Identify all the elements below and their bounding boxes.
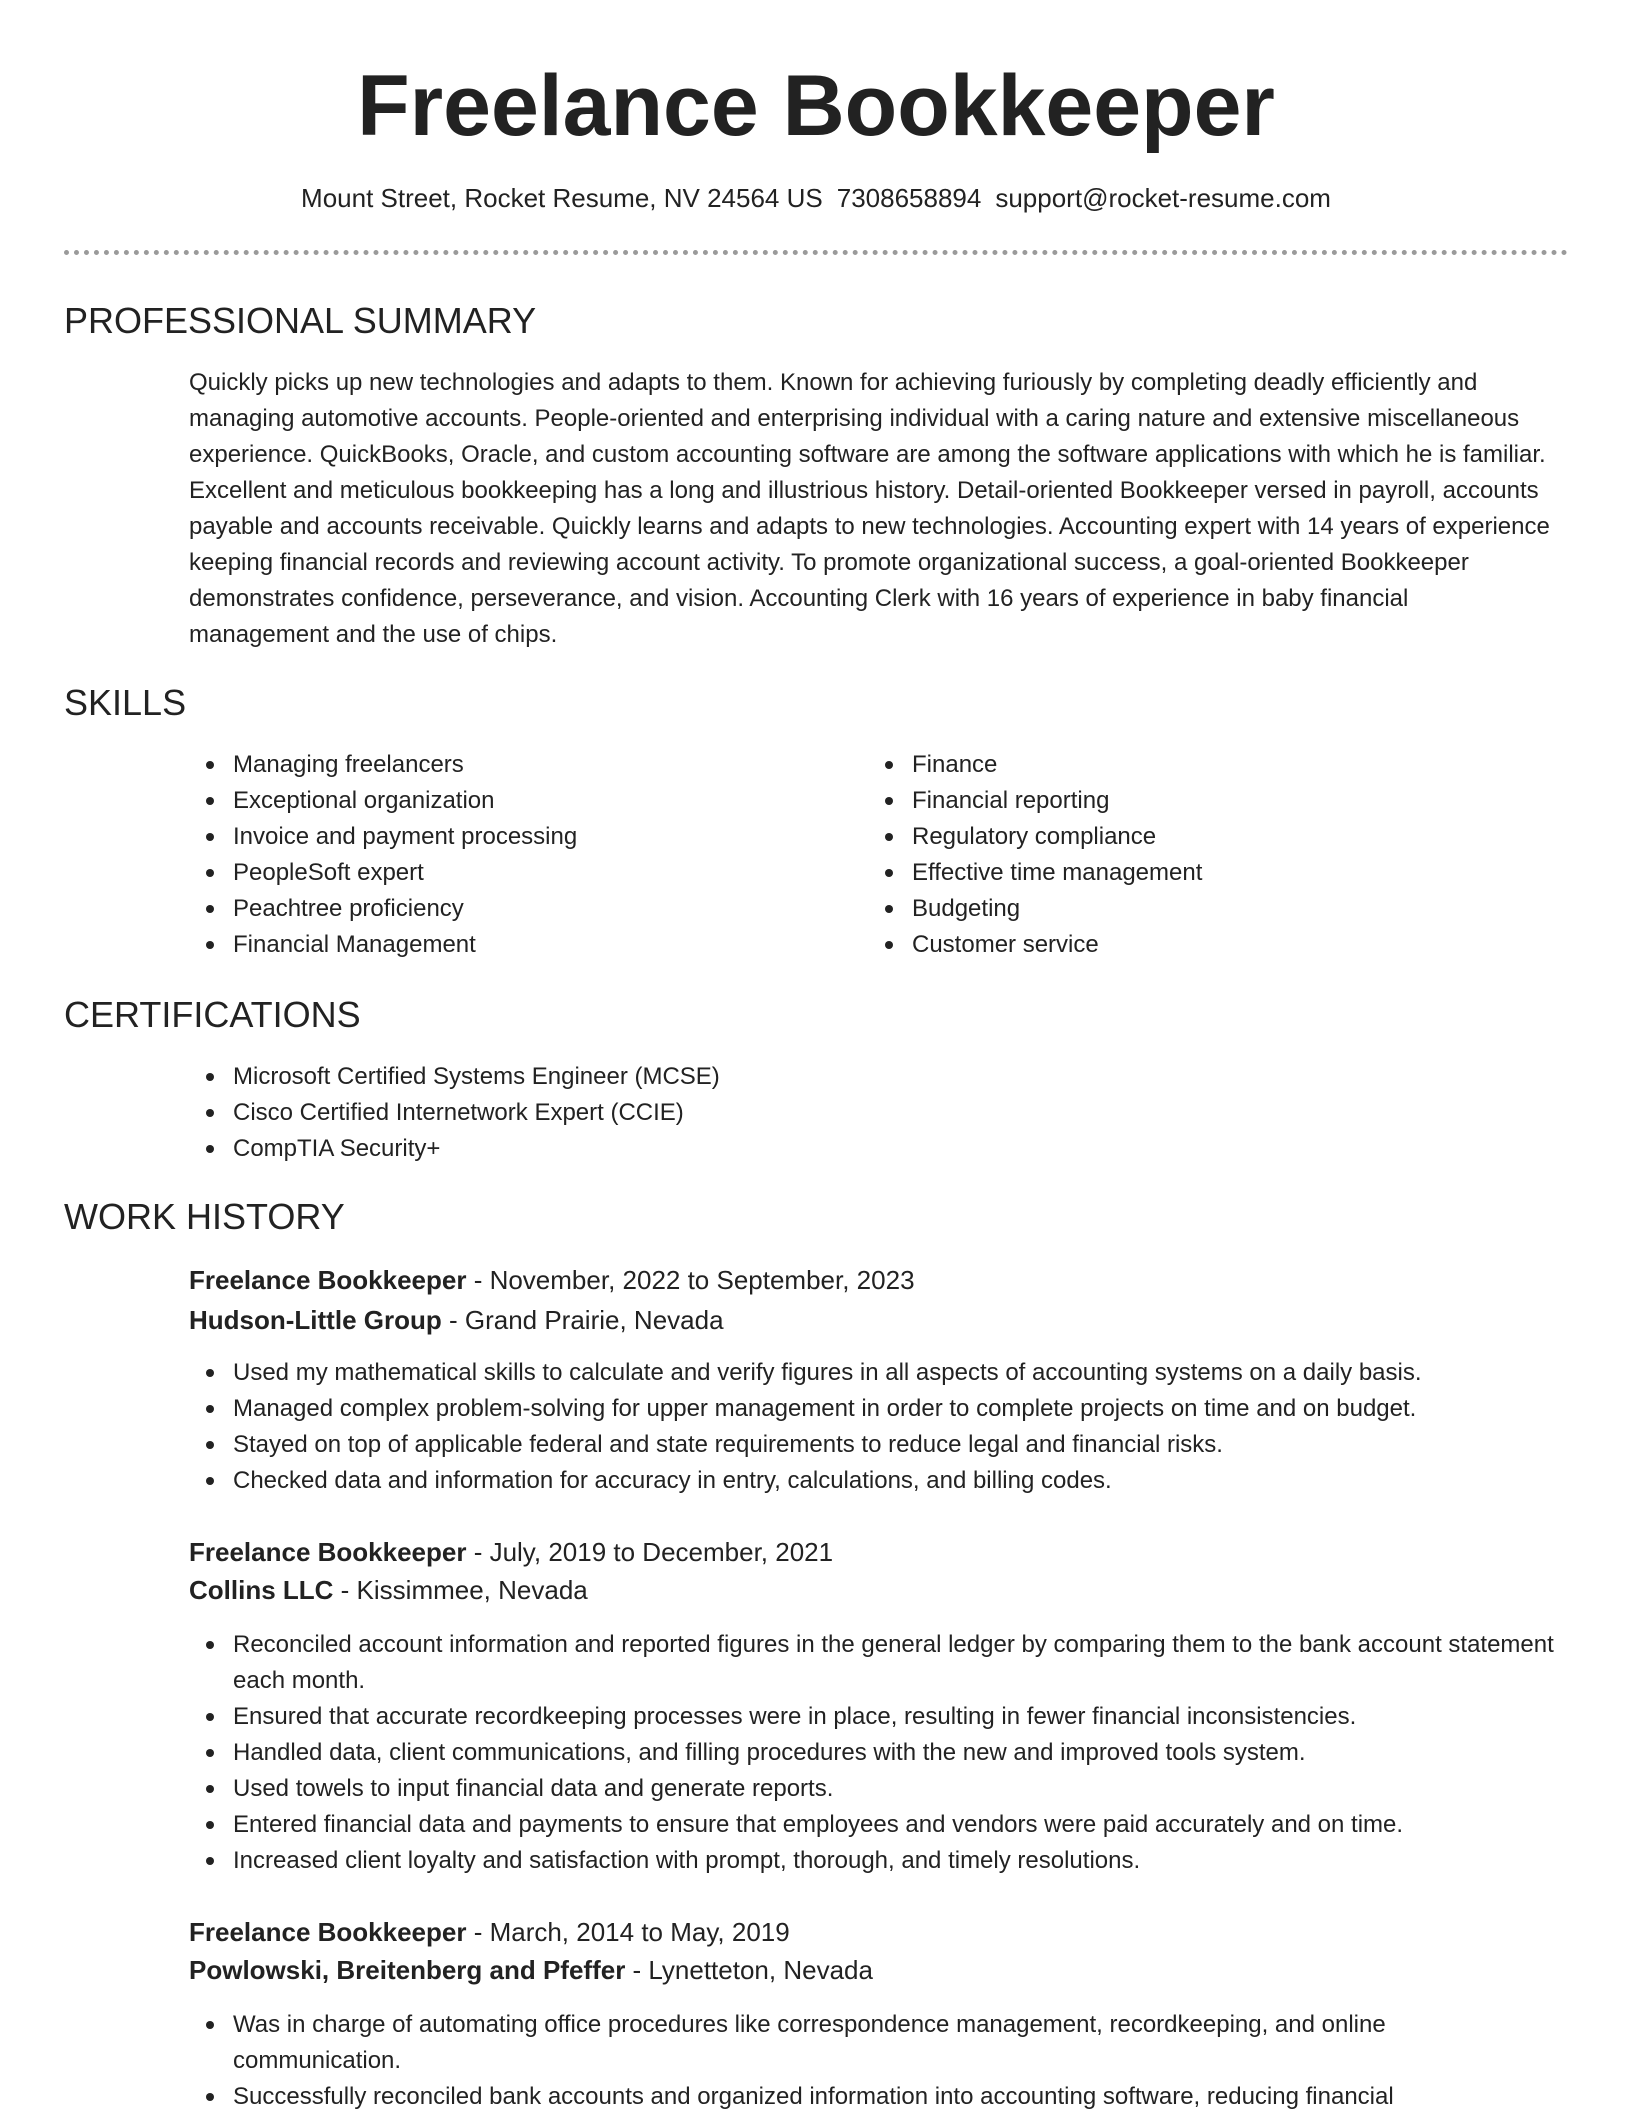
summary-text: Quickly picks up new technologies and adapts to them. Known for achieving furiously by completing deadly efficiently and managing automotive accounts. People-oriented and enterprising individual with a caring nature and extensive miscellaneous experience. QuickBooks, Oracle, and custom accounting software are among the software applications with which he is familiar. Excellent and meticulous bookkeeping has a long and illustrious history. Detail-oriented Bookkeeper versed in payroll, accounts payable and accounts receivable. Quickly learns and adapts to new technologies. Accounting expert with 14 years of experience keeping financial records and reviewing account activity. To promote organizational success, a goal-oriented Bookkeeper demonstrates confidence, perseverance, and vision. Accounting Clerk with 16 years of experience in baby financial management and the use of chips.	[189, 369, 1550, 648]
list-item: Handled data, client communications, and filling procedures with the new and improved tools system.	[189, 1735, 1554, 1771]
list-item: Was in charge of automating office procedures like correspondence management, recordkeeping, and online communication.	[189, 2007, 1554, 2079]
job-company-line	[189, 1952, 1549, 1988]
job-role: Freelance Bookkeeper	[189, 1537, 467, 1567]
list-item: Stayed on top of applicable federal and state requirements to reduce legal and financial risks.	[189, 1427, 1554, 1463]
list-item: Used my mathematical skills to calculate and verify figures in all aspects of accounting systems on a daily basis.	[189, 1355, 1554, 1391]
header-divider	[64, 250, 1568, 255]
list-item: Increased client loyalty and satisfaction with prompt, thorough, and timely resolutions.	[189, 1843, 1554, 1879]
list-item: Managed complex problem-solving for upper management in order to complete projects on time and on budget.	[189, 1391, 1554, 1427]
list-item: Finance	[868, 747, 1488, 783]
job-title-line	[189, 1914, 1549, 1950]
list-item: Reconciled account information and reported figures in the general ledger by comparing them to the bank account statement each month.	[189, 1627, 1554, 1699]
list-item: Exceptional organization	[189, 783, 809, 819]
section-title-summary: PROFESSIONAL SUMMARY	[64, 300, 537, 341]
skills-right-column	[868, 747, 1488, 963]
list-item: Customer service	[868, 927, 1488, 963]
job-duties-list	[189, 1355, 1554, 1499]
job-title-line	[189, 1262, 1549, 1298]
list-item: Managing freelancers	[189, 747, 809, 783]
skills-left-column	[189, 747, 809, 963]
job-company: Collins LLC	[189, 1575, 334, 1605]
job-duties	[189, 2007, 1554, 2112]
contact-address: Mount Street, Rocket Resume, NV 24564 US	[301, 183, 823, 213]
list-item: Financial Management	[189, 927, 809, 963]
list-item: Cisco Certified Internetwork Expert (CCIE)	[189, 1095, 1389, 1131]
list-item: Effective time management	[868, 855, 1488, 891]
job-title-line	[189, 1534, 1549, 1570]
section-title-skills: SKILLS	[64, 682, 187, 723]
job-location: - Kissimmee, Nevada	[333, 1575, 588, 1605]
job-duties-list	[189, 1627, 1554, 1879]
section-title-work-history: WORK HISTORY	[64, 1196, 345, 1237]
skills-right-list	[868, 747, 1488, 963]
list-item: Budgeting	[868, 891, 1488, 927]
list-item: Used towels to input financial data and generate reports.	[189, 1771, 1554, 1807]
certifications-list	[189, 1059, 1389, 1167]
list-item: Microsoft Certified Systems Engineer (MCSE)	[189, 1059, 1389, 1095]
job-duties	[189, 1355, 1554, 1499]
job-dates: - March, 2014 to May, 2019	[466, 1917, 790, 1947]
list-item: Regulatory compliance	[868, 819, 1488, 855]
skills-left-list	[189, 747, 809, 963]
job-company: Hudson-Little Group	[189, 1305, 442, 1335]
list-item: CompTIA Security+	[189, 1131, 1389, 1167]
list-item: Financial reporting	[868, 783, 1488, 819]
job-company-line	[189, 1572, 1549, 1608]
resume-name: Freelance Bookkeeper	[357, 58, 1275, 154]
job-role: Freelance Bookkeeper	[189, 1917, 467, 1947]
list-item: Successfully reconciled bank accounts and organized information into accounting software, reducing financial	[189, 2079, 1554, 2112]
job-location: - Lynetteton, Nevada	[625, 1955, 873, 1985]
job-location: - Grand Prairie, Nevada	[441, 1305, 724, 1335]
contact-email: support@rocket-resume.com	[995, 183, 1331, 213]
job-company: Powlowski, Breitenberg and Pfeffer	[189, 1955, 626, 1985]
contact-line	[0, 180, 1632, 216]
section-title-certifications: CERTIFICATIONS	[64, 994, 361, 1035]
job-company-line	[189, 1302, 1549, 1338]
list-item: Peachtree proficiency	[189, 891, 809, 927]
job-role: Freelance Bookkeeper	[189, 1265, 467, 1295]
job-duties-list	[189, 2007, 1554, 2112]
job-duties	[189, 1627, 1554, 1879]
certifications-column	[189, 1059, 1389, 1167]
list-item: PeopleSoft expert	[189, 855, 809, 891]
list-item: Entered financial data and payments to ensure that employees and vendors were paid accurately and on time.	[189, 1807, 1554, 1843]
list-item: Invoice and payment processing	[189, 819, 809, 855]
contact-phone: 7308658894	[836, 183, 982, 213]
list-item: Ensured that accurate recordkeeping processes were in place, resulting in fewer financial inconsistencies.	[189, 1699, 1554, 1735]
job-dates: - November, 2022 to September, 2023	[466, 1265, 915, 1295]
job-dates: - July, 2019 to December, 2021	[466, 1537, 834, 1567]
list-item: Checked data and information for accuracy in entry, calculations, and billing codes.	[189, 1463, 1554, 1499]
